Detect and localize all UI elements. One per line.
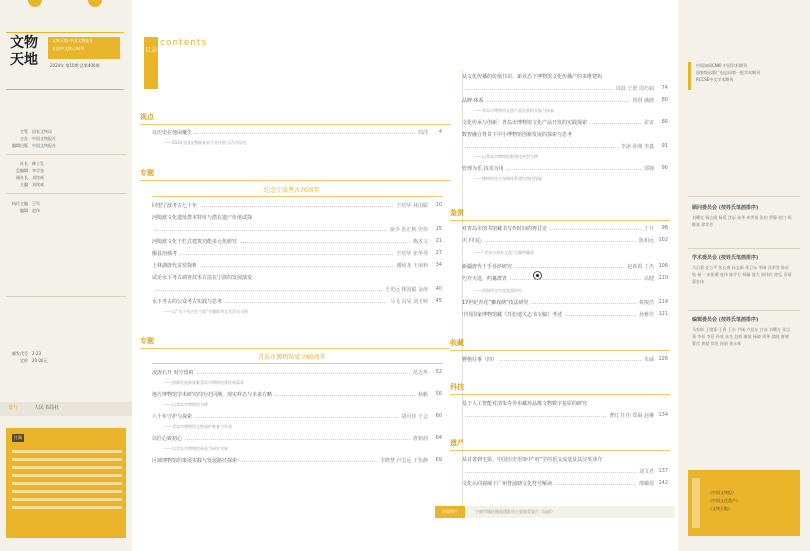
toc-subtitle: ——青岛市博物馆文创产品发展的实践与探索 — [474, 108, 554, 113]
info-row: 主编 刘铭威 — [20, 181, 44, 187]
special-topic-banner: 纪念宁波考古70周年 — [264, 187, 320, 194]
publication-name: 《中国文物报》 — [708, 490, 736, 495]
subscription-info — [6, 350, 126, 364]
right-column — [678, 0, 810, 551]
banner-rule — [152, 363, 442, 364]
masthead-box-line: 文物天地·中国文物报社 — [52, 38, 94, 43]
toc-subtitle: ——以青岛市博物馆数智化转型为例 — [474, 154, 538, 159]
toc-subtitle: ——“青岛与海外文化”古籍特藏展 — [474, 250, 535, 255]
toc-entry[interactable]: 曹红 任伟 郑凝 赵琳 134 — [462, 411, 668, 419]
toc-entry[interactable]: 上林湖唐代贡窑探析 谢纯龙 王丽莉 34 — [152, 262, 442, 269]
committee-members: 刘曙光 杨志刚 杨泓 沈辰 孙华 单霁翔 张柏 罗静 宿白 胡继高 徐苹芳 — [692, 215, 792, 227]
contents-tab: 目录 — [144, 37, 158, 89]
section-label: 专题 — [140, 337, 154, 345]
committee-heading: 顾问委员会 (按姓氏笔画排序) — [692, 205, 759, 211]
toc-subtitle: ——创新发展新质素青岛市博物馆建设新篇章 — [164, 380, 244, 385]
toc-subtitle: ——南海珍宝鸟纹瓷器研究 — [474, 288, 522, 293]
section-rule — [450, 450, 670, 451]
accent-bar — [688, 62, 691, 90]
divider — [688, 196, 800, 197]
strip-value: 人民书局社 — [34, 405, 60, 411]
cover-caption-text: 宁波市城区隆起遗址出土瓷器青瓷片（局部） — [475, 509, 555, 514]
toc-entry[interactable]: 河姆渡文化遗址群本特征与潜在遗产价值试探 — [152, 214, 253, 221]
info-row: 编辑出版 中国文物报社 — [12, 142, 56, 148]
masthead-box — [48, 37, 120, 59]
toc-entry[interactable]: 以历史在他闲覆生 周洋 4 — [152, 129, 442, 136]
info-row: 总编辑 李学良 — [16, 167, 44, 173]
toc-entry[interactable]: 文化传承与创新：青岛市博物馆文化产品开发的实践探索 张寅 86 — [462, 119, 668, 126]
toc-entry[interactable]: 水下考古的公众考古实践与思考 马飞 冯昊 刘玉婷 45 — [152, 298, 442, 305]
info-row: 邮发代号 2-23 — [12, 350, 42, 356]
toc-entry[interactable]: 从文化传播的价值共识、新业态下博物馆文化传播产的多维建构 — [462, 73, 603, 80]
section-rule — [450, 350, 670, 351]
toc-subtitle: ——博物馆综合保障体系建设路径探索 — [474, 176, 542, 181]
section-rule — [450, 394, 670, 395]
toc-entry[interactable]: 以匠心致初心 唐铭润 64 — [152, 435, 442, 442]
publication-name: 《中国文化遗产》 — [708, 498, 740, 503]
section-label: 视点 — [140, 113, 154, 121]
divider — [6, 296, 126, 297]
toc-entry[interactable]: 基于人工智能对清朱寿外布藏珍品像文物数字复原的研究 — [462, 400, 588, 407]
info-row: 执行主编 王军 — [12, 200, 40, 206]
section-rule — [140, 124, 450, 125]
divider — [6, 193, 126, 194]
toc-entry[interactable]: 区域博物馆的策展实践与发展路径探索 李晓慧 卢志远 王怡静 69 — [152, 457, 442, 464]
section-rule — [140, 348, 450, 349]
toc-entry[interactable]: 凌涛石开 时空留痕 范志华 52 — [152, 369, 442, 376]
section-rule — [140, 180, 450, 181]
toc-entry[interactable]: 数智融合背景下中小博物馆创新发展的探索与思考 — [462, 131, 573, 138]
toc-subtitle: ——2024全国文物修复展开宣传展示活动综述 — [164, 140, 247, 145]
info-row: 主管 国家文物局 — [20, 128, 52, 134]
toc-subtitle: ——以“水下考古在宁波”专题陈列及其活动为例 — [164, 309, 249, 314]
toc-entry[interactable]: 河姆渡文化干栏式建筑功能多元化研究 梅术文 21 — [152, 238, 442, 245]
strip-key: 发行 — [8, 405, 19, 411]
contents-heading: contents — [160, 38, 208, 48]
magazine-title: 文物天地 — [10, 35, 38, 68]
toc-entry[interactable]: 17世纪青花“狮戏绣”技法研究 蔡俊浩 114 — [462, 299, 668, 306]
masthead-box-line: 全国中文核心期刊 — [52, 46, 84, 51]
promo-tag: 订阅 — [14, 435, 22, 440]
banner-rule — [152, 196, 442, 197]
committee-members: 马自强 任万平 张长康 孙志新 张卫东 李刚 苏荣誉 陈星灿 杨一 宋新潮 庞伟 陈学方 柯嗣 盛大 郭伟民 徐弘 袁靖 霍宏伟 — [692, 265, 792, 284]
section-label: 专题 — [140, 169, 154, 177]
toc-entry[interactable]: 新疆唐代千手菩萨研究 赵新霞 丁杰 106 — [462, 263, 668, 270]
divider — [688, 310, 800, 311]
section-label: 收藏 — [450, 339, 464, 347]
divider — [688, 248, 800, 249]
staff-info — [6, 200, 126, 214]
toc-entry[interactable]: 周晨 王蕾 周巧娟 74 — [462, 84, 668, 92]
toc-entry[interactable]: 刘文君 137 — [462, 467, 668, 475]
contents-page — [132, 0, 678, 551]
toc-entry[interactable]: 对青岛市图书馆藏书写作时间的再讨论 丁升 98 — [462, 225, 668, 232]
section-rule — [450, 220, 670, 221]
info-row: 编辑 赵伟 — [20, 207, 40, 213]
info-row: 副社长 刘铭威 — [16, 174, 44, 180]
toc-subtitle: ——青岛市博物馆文物保护修复与发展 — [164, 424, 232, 429]
toc-subtitle: ——以青岛市博物馆为例 — [164, 402, 208, 407]
indexing-info: 中国知网CNKI 中国学术期刊 国家级出版广电总局第一批学术期刊 RCCSE中文学术期刊 — [696, 63, 760, 82]
toc-entry[interactable]: 王光远 林国聪 金涛 40 — [152, 285, 442, 293]
divider — [6, 154, 126, 155]
toc-entry[interactable]: 巧介天选，约纂群青 高健 110 — [462, 275, 668, 282]
toc-entry[interactable]: 中国国家博物馆藏《苏松地关志书文稿》考述 孙雅佳 121 — [462, 311, 668, 318]
subscription-promo — [6, 428, 126, 538]
committee-members: 马家郁 王镜锋 王春 王东 尹刚 卢旭东 白冰 刘曙光 张志强 李恒 李蓓 孙欣 张先 赵辉 谢骏 杨晓 周华 徐晓 唐德 曹彦 黄超 徐坦 崔娟 黄永林 — [692, 327, 791, 346]
decor-dot — [28, 0, 42, 7]
committee-heading: 学术委员会 (按姓氏笔画排序) — [692, 255, 759, 261]
related-publications — [688, 470, 800, 536]
section-label: 鉴赏 — [450, 209, 464, 217]
info-row: 定价 20.00元 — [20, 357, 48, 363]
toc-entry[interactable]: 试论水下考古调查技术方法在宁波的发展演变 — [152, 274, 253, 281]
issue-line: 2024年 第10期 总第400期 — [50, 63, 100, 68]
publication-name: 《文物天地》 — [708, 506, 732, 511]
toc-entry[interactable]: 李冰 孙刚 李鑫 91 — [462, 142, 668, 150]
editorial-info — [6, 160, 126, 188]
decor-dot — [88, 0, 102, 7]
toc-entry[interactable]: 天下归心 陈相远 102 — [462, 237, 668, 244]
info-row: 社长 柳士发 — [20, 160, 44, 166]
cover-caption — [435, 506, 675, 518]
toc-entry[interactable]: 鄮县治城考 王结华 张华琴 27 — [152, 250, 442, 257]
masthead — [6, 32, 124, 90]
toc-entry[interactable]: 管理为乐 技术为用 郭锋 96 — [462, 165, 668, 172]
section-label: 遗产 — [450, 439, 464, 447]
toc-entry[interactable]: 地方博物馆学术研究的历史回溯、现实样态与未来方略 杨帆 56 — [152, 391, 442, 398]
special-topic-banner: 青岛市博物馆成立60周年 — [258, 354, 326, 361]
toc-entry[interactable]: 文化认同视阈下广州誉浦塘文化符号解读 邢曦倩 142 — [462, 480, 668, 487]
section-label: 科技 — [450, 383, 464, 391]
toc-entry[interactable]: 从首善到宅第、中国历史语境中“府”学的语义流变及其汉英译介 — [462, 456, 603, 463]
toc-entry[interactable]: 六十年守护与探索 胡可佳 王会 60 — [152, 413, 442, 420]
distribution-strip — [0, 402, 132, 416]
toc-entry[interactable]: 俞少 张正秋 史伟 15 — [152, 225, 442, 233]
toc-subtitle: ——以青岛市博物馆展品为研究对象 — [164, 446, 228, 451]
cover-caption-tag: 封面图片 — [435, 506, 465, 518]
toc-entry[interactable]: 簪匏往事（四） 朱威 126 — [462, 356, 668, 363]
publisher-info — [6, 128, 126, 149]
info-row: 主办 中国文物报社 — [20, 135, 56, 141]
committee-heading: 编辑委员会 (按姓氏笔画排序) — [692, 317, 759, 323]
toc-entry[interactable]: 品牌·体系 项琪 潘健 80 — [462, 97, 668, 104]
toc-entry[interactable]: 回望宁波考古七十年 王结华 林国聪 10 — [152, 202, 442, 209]
left-column — [0, 0, 132, 551]
